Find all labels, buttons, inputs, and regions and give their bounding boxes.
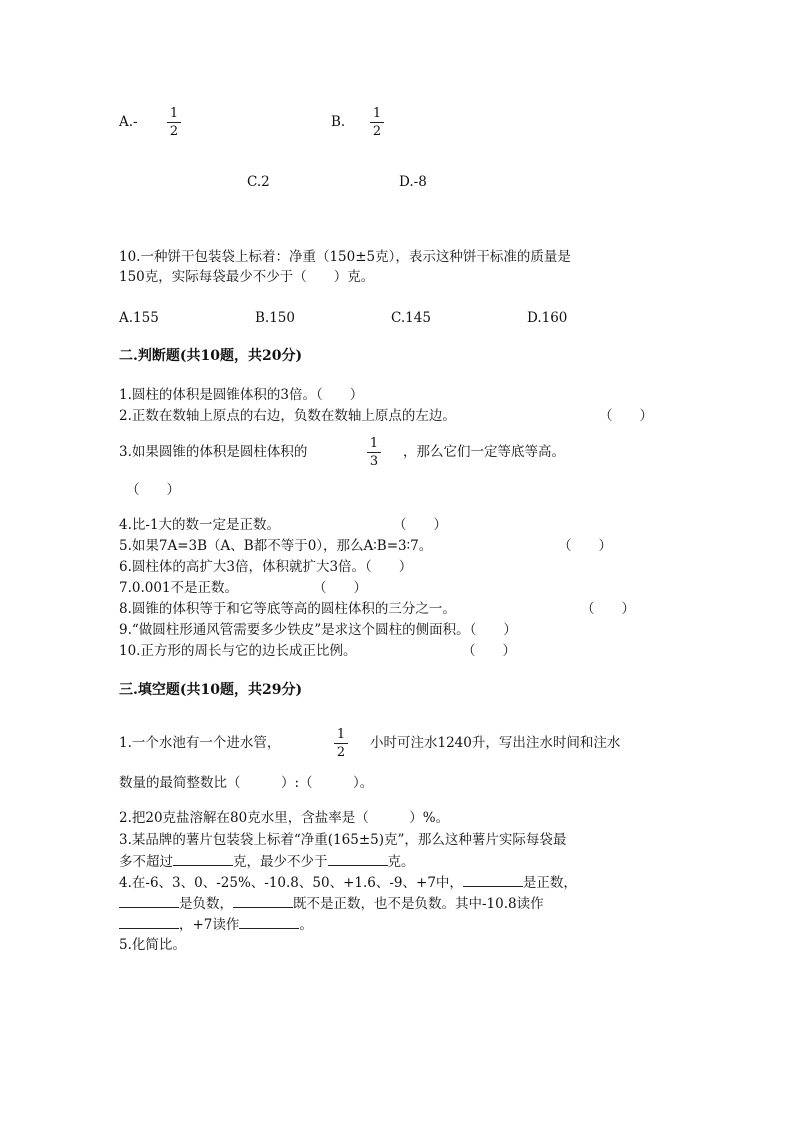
s3-item2: 2.把20克盐溶解在80克水里，含盐率是（ ）%。 [119, 810, 450, 826]
s2-item3-paren: （ ） [126, 482, 180, 498]
s2-item7: 7.0.001不是正数。 [119, 580, 239, 596]
answer-blank[interactable] [173, 851, 233, 866]
s2-item4: 4.比-1大的数一定是正数。 [119, 517, 281, 533]
answer-blank[interactable] [239, 914, 299, 929]
s2-item5: 5.如果7A=3B（A、B都不等于0），那么A∶B=3∶7。 [119, 538, 433, 554]
s3-item4-line2 [119, 893, 544, 914]
s3-item1-part1: 1.一个水池有一个进水管， [119, 735, 281, 751]
answer-blank[interactable] [119, 914, 179, 929]
fraction-numerator: 1 [169, 106, 179, 121]
s2-item1: 1.圆柱的体积是圆锥体积的3倍。（ ） [119, 387, 364, 403]
q10-line1: 10.一种饼干包装袋上标着：净重（150±5克），表示这种饼干标准的质量是 [119, 249, 571, 265]
s3-item4-text6: 。 [299, 917, 313, 933]
s3-item4-text2: 是正数， [522, 875, 577, 891]
s2-item2: 2.正数在数轴上原点的右边，负数在数轴上原点的左边。 [119, 408, 456, 424]
fraction-denominator: 2 [372, 124, 382, 139]
s2-item6: 6.圆柱体的高扩大3倍，体积就扩大3倍。（ ） [119, 559, 413, 575]
s3-item3-line1: 3.某品牌的薯片包装袋上标着“净重(165±5)克”，那么这种薯片实际每袋最 [119, 832, 567, 848]
s3-item4-text5: ，+7读作 [179, 917, 240, 933]
s2-item3-part2: ，那么它们一定等底等高。 [403, 444, 565, 460]
s3-item4-text4: 既不是正数，也不是负数。其中-10.8读作 [293, 896, 544, 912]
s2-item5-paren: （ ） [558, 538, 612, 554]
answer-blank[interactable] [119, 893, 179, 908]
s3-item3-text3: 克。 [387, 854, 415, 870]
s2-item10: 10.正方形的周长与它的边长成正比例。 [119, 643, 357, 659]
s3-item3-text1: 多不超过 [119, 854, 173, 870]
s3-item4-line3 [119, 914, 313, 935]
q10-option-d: D.160 [527, 310, 568, 326]
s2-item4-paren: （ ） [393, 517, 447, 533]
s2-item10-paren: （ ） [462, 643, 516, 659]
section2-title: 二.判断题(共10题，共20分) [119, 348, 303, 364]
s3-item1-part3: 数量的最简整数比（ ）:（ ）。 [119, 775, 374, 791]
fraction-numerator: 1 [336, 727, 346, 742]
s2-item9: 9.“做圆柱形通风管需要多少铁皮”是求这个圆柱的侧面积。（ ） [119, 622, 517, 638]
option-b-label: B. [331, 114, 346, 130]
fraction-bar [167, 122, 181, 123]
option-c: C.2 [247, 174, 270, 190]
s3-item3-text2: 克，最少不少于 [233, 854, 328, 870]
q10-option-b: B.150 [255, 310, 295, 326]
s3-item4-line1 [119, 872, 577, 893]
s3-item4-text3: 是负数， [179, 896, 233, 912]
option-d: D.-8 [399, 174, 427, 190]
s2-item8: 8.圆锥的体积等于和它等底等高的圆柱体积的三分之一。 [119, 601, 456, 617]
s3-item1-part2: 小时可注水1240升，写出注水时间和注水 [370, 735, 621, 751]
answer-blank[interactable] [463, 872, 523, 887]
answer-blank[interactable] [328, 851, 388, 866]
q10-option-c: C.145 [391, 310, 431, 326]
fraction-bar [367, 452, 381, 453]
answer-blank[interactable] [233, 893, 293, 908]
option-a-label: A.- [119, 114, 138, 130]
s2-item2-paren: （ ） [599, 408, 653, 424]
fraction-denominator: 3 [369, 454, 379, 469]
fraction-bar [370, 122, 384, 123]
q10-line2: 150克，实际每袋最少不少于（ ）克。 [119, 269, 375, 285]
s2-item3-part1: 3.如果圆锥的体积是圆柱体积的 [119, 444, 308, 460]
s3-item3-line2 [119, 851, 415, 872]
fraction-denominator: 2 [169, 124, 179, 139]
fraction-numerator: 1 [369, 436, 379, 451]
s3-item1-fraction [334, 727, 348, 760]
section3-title: 三.填空题(共10题，共29分) [119, 682, 303, 698]
fraction-bar [334, 743, 348, 744]
option-a-fraction [167, 106, 181, 139]
fraction-numerator: 1 [372, 106, 382, 121]
s2-item8-paren: （ ） [581, 601, 635, 617]
option-b-fraction [370, 106, 384, 139]
s3-item5: 5.化简比。 [119, 937, 186, 953]
fraction-denominator: 2 [336, 745, 346, 760]
s2-item3-fraction [367, 436, 381, 469]
q10-option-a: A.155 [119, 310, 159, 326]
s3-item4-text1: 4.在-6、3、0、-25%、-10.8、50、+1.6、-9、+7中， [119, 875, 463, 891]
s2-item7-paren: （ ） [313, 580, 367, 596]
